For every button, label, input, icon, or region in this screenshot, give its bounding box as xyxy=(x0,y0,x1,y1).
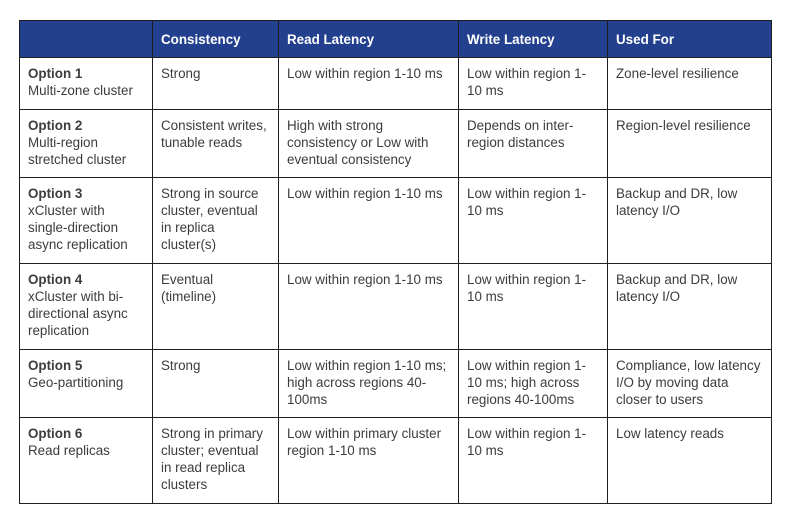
option-label: Option 4 xyxy=(28,272,83,287)
used-for-cell: Compliance, low latency I/O by moving data closer to users xyxy=(608,350,772,418)
write-latency-cell: Low within region 1-10 ms xyxy=(459,178,608,264)
used-for-cell: Region-level resilience xyxy=(608,110,772,178)
option-name: Multi-region stretched cluster xyxy=(28,135,127,167)
read-latency-cell: Low within region 1-10 ms; high across regions 40-100ms xyxy=(279,350,459,418)
write-latency-cell: Low within region 1-10 ms xyxy=(459,58,608,110)
write-latency-cell: Low within region 1-10 ms; high across regions 40-100ms xyxy=(459,350,608,418)
consistency-cell: Strong in primary cluster; eventual in read replica clusters xyxy=(153,418,279,504)
option-label: Option 2 xyxy=(28,118,83,133)
option-label: Option 6 xyxy=(28,426,83,441)
header-read-latency: Read Latency xyxy=(279,21,459,58)
consistency-cell: Eventual (timeline) xyxy=(153,264,279,350)
header-consistency: Consistency xyxy=(153,21,279,58)
option-cell xyxy=(20,110,153,178)
table-row xyxy=(20,418,772,504)
write-latency-cell: Low within region 1-10 ms xyxy=(459,418,608,504)
consistency-cell: Strong xyxy=(153,350,279,418)
comparison-table xyxy=(19,20,772,504)
option-cell xyxy=(20,178,153,264)
option-label: Option 1 xyxy=(28,66,83,81)
option-name: xCluster with single-direction async replication xyxy=(28,203,128,252)
table-row xyxy=(20,264,772,350)
used-for-cell: Backup and DR, low latency I/O xyxy=(608,264,772,350)
consistency-cell: Consistent writes, tunable reads xyxy=(153,110,279,178)
option-cell xyxy=(20,418,153,504)
option-name: Read replicas xyxy=(28,443,110,458)
table-row xyxy=(20,350,772,418)
consistency-cell: Strong xyxy=(153,58,279,110)
option-name: Geo-partitioning xyxy=(28,375,124,390)
write-latency-cell: Low within region 1-10 ms xyxy=(459,264,608,350)
table-row xyxy=(20,110,772,178)
read-latency-cell: Low within region 1-10 ms xyxy=(279,264,459,350)
option-cell xyxy=(20,264,153,350)
used-for-cell: Low latency reads xyxy=(608,418,772,504)
used-for-cell: Zone-level resilience xyxy=(608,58,772,110)
used-for-cell: Backup and DR, low latency I/O xyxy=(608,178,772,264)
option-label: Option 5 xyxy=(28,358,83,373)
option-cell xyxy=(20,58,153,110)
option-cell xyxy=(20,350,153,418)
header-used-for: Used For xyxy=(608,21,772,58)
read-latency-cell: Low within primary cluster region 1-10 ms xyxy=(279,418,459,504)
header-row xyxy=(20,21,772,58)
header-blank xyxy=(20,21,153,58)
read-latency-cell: Low within region 1-10 ms xyxy=(279,178,459,264)
option-name: xCluster with bi-directional async replication xyxy=(28,289,128,338)
option-label: Option 3 xyxy=(28,186,83,201)
read-latency-cell: High with strong consistency or Low with eventual consistency xyxy=(279,110,459,178)
table-row xyxy=(20,58,772,110)
consistency-cell: Strong in source cluster, eventual in replica cluster(s) xyxy=(153,178,279,264)
write-latency-cell: Depends on inter-region distances xyxy=(459,110,608,178)
header-write-latency: Write Latency xyxy=(459,21,608,58)
table-row xyxy=(20,178,772,264)
option-name: Multi-zone cluster xyxy=(28,83,133,98)
read-latency-cell: Low within region 1-10 ms xyxy=(279,58,459,110)
